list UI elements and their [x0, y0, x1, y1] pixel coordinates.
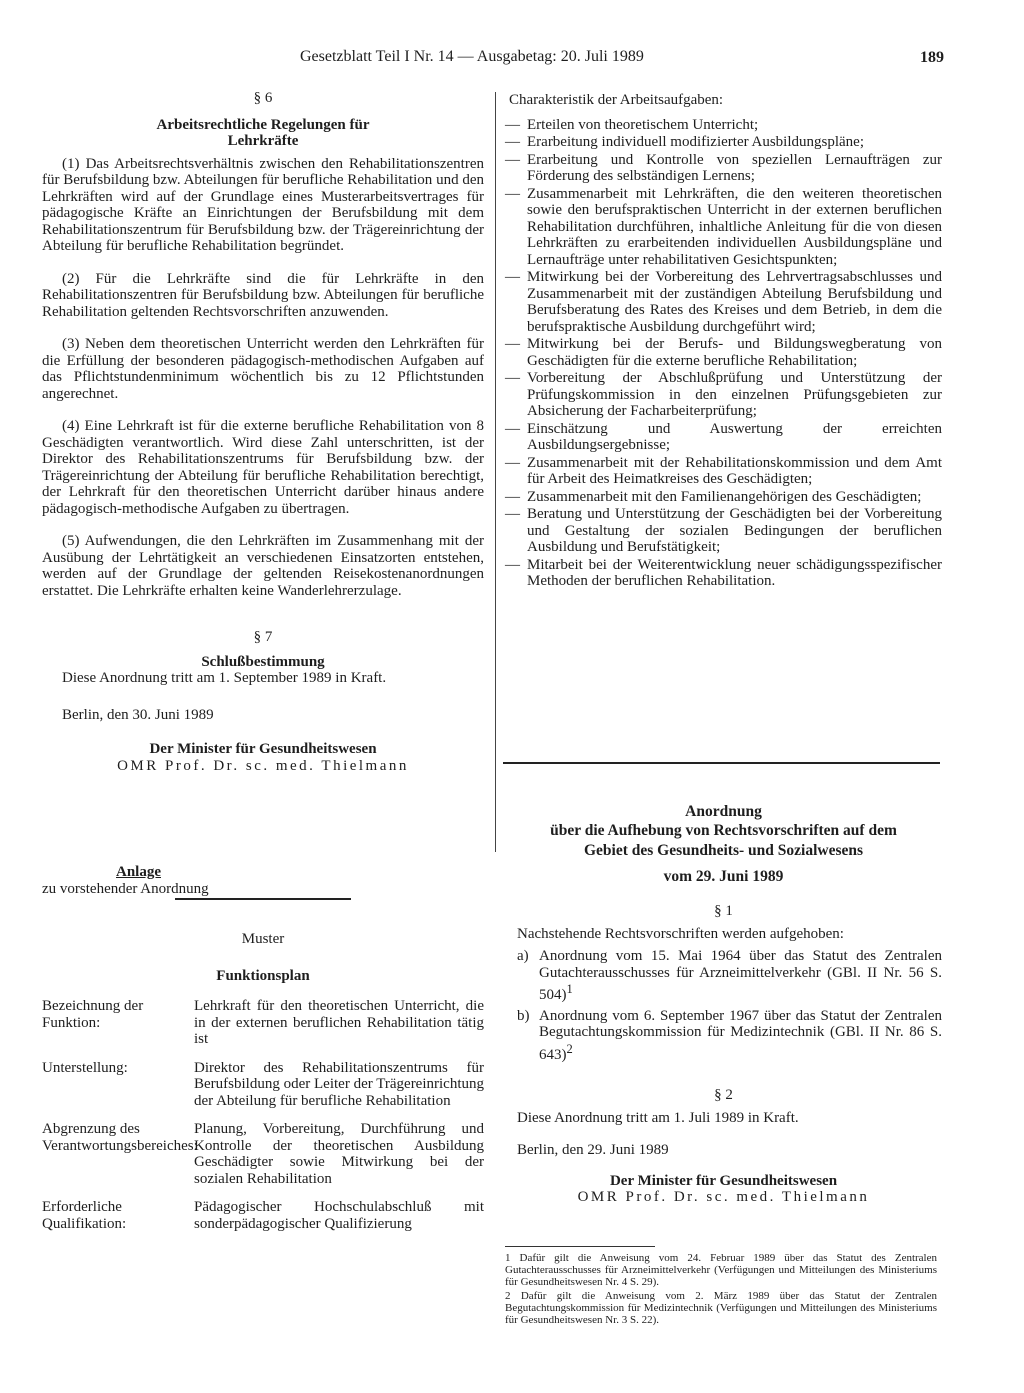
- function-row: [42, 1060, 484, 1110]
- dash-bullet: —: [505, 454, 520, 471]
- task-text: Mitarbeit bei der Weiterentwicklung neuer schädigungsspezifischer Methoden der beruflichen Rehabilitation.: [527, 556, 942, 589]
- section-1-intro: Nachstehende Rechtsvorschriften werden aufgehoben:: [517, 925, 844, 942]
- task-text: Zusammenarbeit mit Lehrkräften, die den weiteren theoretischen sowie den berufspraktischen Unterricht in der externen beruflichen Rehabilitation durchführen, inhaltliche Anleitung für die von diesen Lehrkräften zu erarbeitenden individuellen Ausbildungspläne und Lernaufträge unter rehabilitativen Gesichtspunkten;: [527, 185, 942, 268]
- funktionsplan-title: Funktionsplan: [216, 967, 310, 984]
- dash-bullet: —: [505, 420, 520, 437]
- function-row-value: Lehrkraft für den theoretischen Unterricht, die in der externen beruflichen Rehabilitation tätig ist: [194, 998, 484, 1047]
- function-row: [42, 1199, 484, 1232]
- task-item: [505, 370, 942, 420]
- ordinance-title-line-1: Anordnung: [685, 803, 762, 820]
- task-item: [505, 134, 942, 151]
- repealed-item-text: Anordnung vom 6. September 1967 über das Statut der Zentralen Begutachtungskommission für Medizintechnik (GBl. II Nr. 86 S. 643): [539, 1007, 942, 1063]
- anlage-title: [42, 864, 484, 881]
- column-divider: [495, 92, 496, 852]
- place-date-right: Berlin, den 29. Juni 1989: [517, 1142, 669, 1158]
- task-item: [505, 269, 942, 335]
- tasks-intro: Charakteristik der Arbeitsaufgaben:: [509, 92, 724, 108]
- task-text: Beratung und Unterstützung der Geschädigten bei der Vorbereitung und Gestaltung der sozialen Bedingungen der beruflichen Ausbildung und Berufstätigkeit;: [527, 506, 942, 555]
- task-text: Zusammenarbeit mit den Familienangehörigen des Geschädigten;: [527, 488, 922, 505]
- ordinance-title-line-2: über die Aufhebung von Rechtsvorschriften auf dem: [550, 821, 897, 839]
- minister-signature: OMR Prof. Dr. sc. med. Thielmann: [117, 757, 409, 774]
- section-7-title: Schlußbestimmung: [201, 653, 325, 670]
- minister-signature-right: OMR Prof. Dr. sc. med. Thielmann: [577, 1189, 870, 1205]
- ordinance-date: vom 29. Juni 1989: [663, 867, 784, 885]
- function-row-label: Abgrenzung des Verantwortungsbereiches:: [42, 1121, 198, 1154]
- page-number: 189: [920, 49, 944, 66]
- dash-bullet: —: [505, 506, 520, 522]
- footnote: 1 Dafür gilt die Anweisung vom 24. Februar 1989 über das Statut des Zentralen Gutachterausschusses für Arzneimittelverkehr (Verfügungen und Mitteilungen des Ministeriums für Gesundheitswesen Nr. 4 S. 29).: [505, 1252, 937, 1288]
- second-ordinance: [505, 804, 942, 1206]
- gazette-header: Gesetzblatt Teil I Nr. 14 — Ausgabetag: 20. Juli 1989: [300, 48, 644, 65]
- task-item: [505, 489, 942, 506]
- right-column: [505, 92, 942, 591]
- function-row-label: Erforderliche Qualifikation:: [42, 1199, 127, 1232]
- function-row-value: Direktor des Rehabilitationszentrums für Berufsbildung oder Leiter der Trägereinrichtung der Abteilung für berufliche Rehabilitation: [194, 1059, 484, 1109]
- section-6-paragraph-3: (3) Neben dem theoretischen Unterricht werden den Lehrkräften für die Erfüllung der besonderen pädagogisch-methodischen Aufgaben auf das Pflichtstundenminimum wöchentlich bis zu 12 Pflichtstunden angerechnet.: [42, 336, 484, 402]
- place-date: Berlin, den 30. Juni 1989: [62, 706, 214, 723]
- task-text: Zusammenarbeit mit der Rehabilitationskommission und dem Amt für Arbeit des Heimatkreises des Geschädigten;: [527, 454, 942, 487]
- task-item: [505, 557, 942, 590]
- dash-bullet: —: [505, 134, 520, 150]
- section-6-paragraph-1: (1) Das Arbeitsrechtsverhältnis zwischen den Rehabilitationszentren für Berufsbildung bzw. Abteilungen für berufliche Rehabilitation und den Lehrkräften wird auf der Grundlage eines Musterarbeitsvertrages für pädagogische Kräfte an Einrichtungen der Berufsbildung mit dem Rehabilitationszentrum für Berufsbildung bzw. der Trägereinrichtung der Abteilung für berufliche Rehabilitation begründet.: [42, 155, 484, 254]
- section-6-title-line-2: Lehrkräfte: [227, 133, 299, 149]
- repealed-item: [505, 1008, 942, 1064]
- anlage-subtitle: zu vorstehender Anordnung: [42, 880, 209, 897]
- dash-bullet: —: [505, 185, 520, 202]
- section-7-text: Diese Anordnung tritt am 1. September 1989 in Kraft.: [62, 670, 387, 686]
- anlage-label: Anlage: [116, 864, 161, 880]
- repealed-item-marker: a): [517, 948, 529, 964]
- section-6-paragraph-4: (4) Eine Lehrkraft ist für die externe berufliche Rehabilitation von 8 Geschädigten verantwortlich. Wird diese Zahl unterschritten, ist der Direktor des Rehabilitationszentrums für Berufsbildung bzw. der Trägereinrichtung der Abteilung für berufliche Rehabilitation berechtigt, der Lehrkraft für den theoretischen Unterricht darüber hinaus andere pädagogisch-methodische Aufgaben zu übertragen.: [42, 418, 484, 517]
- task-item: [505, 336, 942, 369]
- task-item: [505, 506, 942, 556]
- section-1-heading: § 1: [714, 903, 733, 919]
- task-item: [505, 421, 942, 454]
- section-6-paragraph-5: (5) Aufwendungen, die den Lehrkräften im Zusammenhang mit der Ausübung der Lehrtätigkeit an verschiedenen Einsatzorten entstehen, werden auf der Grundlage der geltenden Reisekostenanordnungen erstattet. Die Lehrkräfte erhalten keine Wanderlehrerzulage.: [42, 533, 484, 599]
- function-row: [42, 998, 484, 1048]
- muster-label: Muster: [241, 931, 285, 947]
- task-item: [505, 186, 942, 269]
- repealed-item-text: Anordnung vom 15. Mai 1964 über das Statut des Zentralen Gutachterausschusses für Arzneimittelverkehr (GBl. II Nr. 56 S. 504): [539, 948, 942, 1003]
- dash-bullet: —: [505, 151, 520, 168]
- task-text: Einschätzung und Auswertung der erreichten Ausbildungsergebnisse;: [527, 420, 942, 453]
- function-row-label: Unterstellung:: [42, 1059, 128, 1076]
- section-2-text: Diese Anordnung tritt am 1. Juli 1989 in Kraft.: [517, 1109, 799, 1126]
- dash-bullet: —: [505, 336, 520, 352]
- task-text: Erteilen von theoretischem Unterricht;: [527, 116, 759, 133]
- ordinance-title-line-3: Gebiet des Gesundheits- und Sozialwesens: [583, 841, 864, 859]
- function-row-value: Planung, Vorbereitung, Durchführung und Kontrolle der theoretischen Ausbildung Geschädigter sowie Mitwirkung bei der sozialen Rehabilitation: [194, 1121, 484, 1187]
- task-text: Erarbeitung individuell modifizierter Ausbildungspläne;: [527, 134, 865, 150]
- minister-title: Der Minister für Gesundheitswesen: [149, 741, 377, 757]
- dash-bullet: —: [505, 556, 520, 573]
- left-column: [42, 90, 484, 1244]
- footnote: 2 Dafür gilt die Anweisung vom 2. März 1989 über das Statut der Zentralen Begutachtungskommission für Medizintechnik (Verfügungen und Mitteilungen des Ministeriums für Gesundheitswesen Nr. 3 S. 22).: [505, 1290, 937, 1326]
- section-2-heading: § 2: [714, 1087, 733, 1103]
- task-item: [505, 455, 942, 488]
- repealed-item-marker: b): [517, 1007, 530, 1024]
- footnotes: [505, 1252, 937, 1328]
- task-text: Erarbeitung und Kontrolle von speziellen Lernaufträgen zur Förderung des selbständigen Lernens;: [527, 151, 942, 184]
- task-text: Mitwirkung bei der Vorbereitung des Lehrvertragsabschlusses und Zusammenarbeit mit der zuständigen Abteilung Berufsbildung und Berufsberatung des Rates des Kreises und dem Betrieb, in dem die berufspraktische Ausbildung durchgeführt wird;: [527, 269, 942, 335]
- dash-bullet: —: [505, 269, 520, 285]
- function-row-value: Pädagogischer Hochschulabschluß mit sonderpädagogischer Qualifizierung: [194, 1199, 484, 1232]
- dash-bullet: —: [505, 488, 520, 505]
- section-divider-right: [503, 762, 940, 764]
- dash-bullet: —: [505, 116, 520, 133]
- section-6-heading: § 6: [253, 90, 273, 106]
- footnote-divider: [505, 1246, 655, 1247]
- signature-divider-left: [175, 898, 351, 900]
- task-text: Vorbereitung der Abschlußprüfung und Unterstützung der Prüfungskommission in den einzelnen Prüfungsgebieten zur Absicherung der Facharbeiterprüfung;: [527, 370, 942, 419]
- section-7-heading: § 7: [253, 629, 273, 645]
- task-item: [505, 152, 942, 185]
- task-list: [505, 117, 942, 590]
- task-item: [505, 117, 942, 134]
- task-text: Mitwirkung bei der Berufs- und Bildungswegberatung von Geschädigten für die externe berufliche Rehabilitation;: [527, 336, 942, 369]
- footnote-ref: 1: [566, 982, 573, 996]
- minister-title-right: Der Minister für Gesundheitswesen: [609, 1172, 838, 1189]
- section-6-paragraph-2: (2) Für die Lehrkräfte sind die für Lehrkräfte in den Rehabilitationszentren für Berufsbildung bzw. Abteilungen für berufliche Rehabilitation geltenden Rechtsvorschriften anzuwenden.: [42, 270, 484, 320]
- repealed-item: [505, 948, 942, 1004]
- function-row-label: Bezeichnung der Funktion:: [42, 998, 144, 1031]
- section-6-title-line-1: Arbeitsrechtliche Regelungen für: [156, 116, 370, 133]
- footnote-ref: 2: [566, 1041, 573, 1056]
- function-row: [42, 1121, 484, 1187]
- dash-bullet: —: [505, 370, 520, 386]
